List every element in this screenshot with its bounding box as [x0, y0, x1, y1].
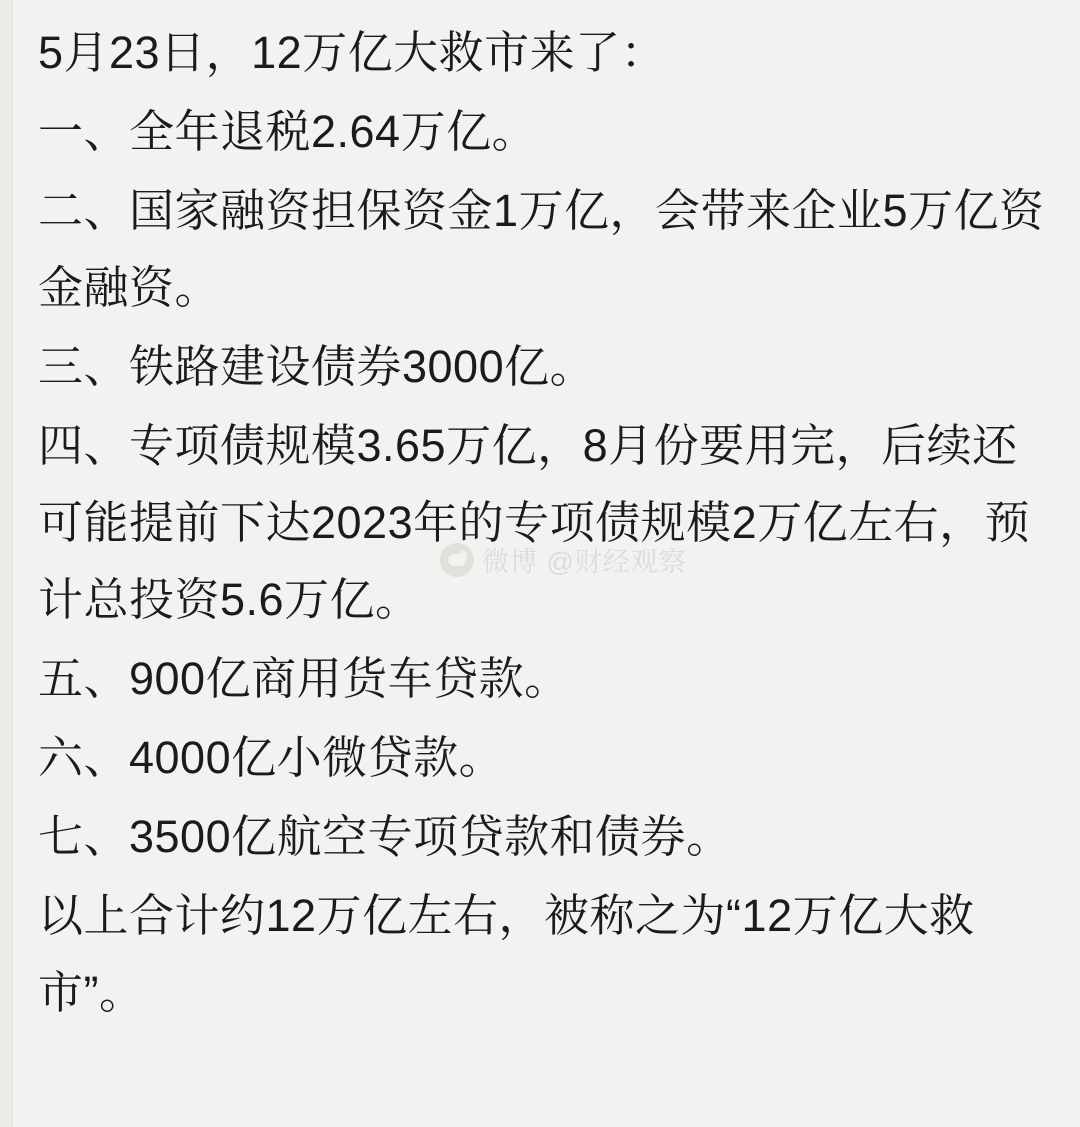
document-item-4: 四、专项债规模3.65万亿，8月份要用完，后续还可能提前下达2023年的专项债规模2万亿左右，预计总投资5.6万亿。 — [38, 420, 1031, 625]
document-summary: 以上合计约12万亿左右，被称之为“12万亿大救市”。 — [38, 890, 975, 1018]
document-title-line: 5月23日，12万亿大救市来了： — [38, 27, 667, 78]
watermark-label: 微博 @财经观察 — [482, 547, 687, 577]
page-left-margin — [0, 0, 13, 1127]
document-item-2: 二、国家融资担保资金1万亿，会带来企业5万亿资金融资。 — [38, 185, 1045, 313]
document-item-1: 一、全年退税2.64万亿。 — [38, 106, 538, 157]
document-item-3: 三、铁路建设债券3000亿。 — [38, 341, 596, 392]
document-item-6: 六、4000亿小微贷款。 — [38, 732, 505, 783]
document-item-7: 七、3500亿航空专项贷款和债券。 — [38, 811, 732, 862]
document-content — [38, 14, 1052, 1033]
document-item-5: 五、900亿商用货车贷款。 — [38, 653, 570, 704]
